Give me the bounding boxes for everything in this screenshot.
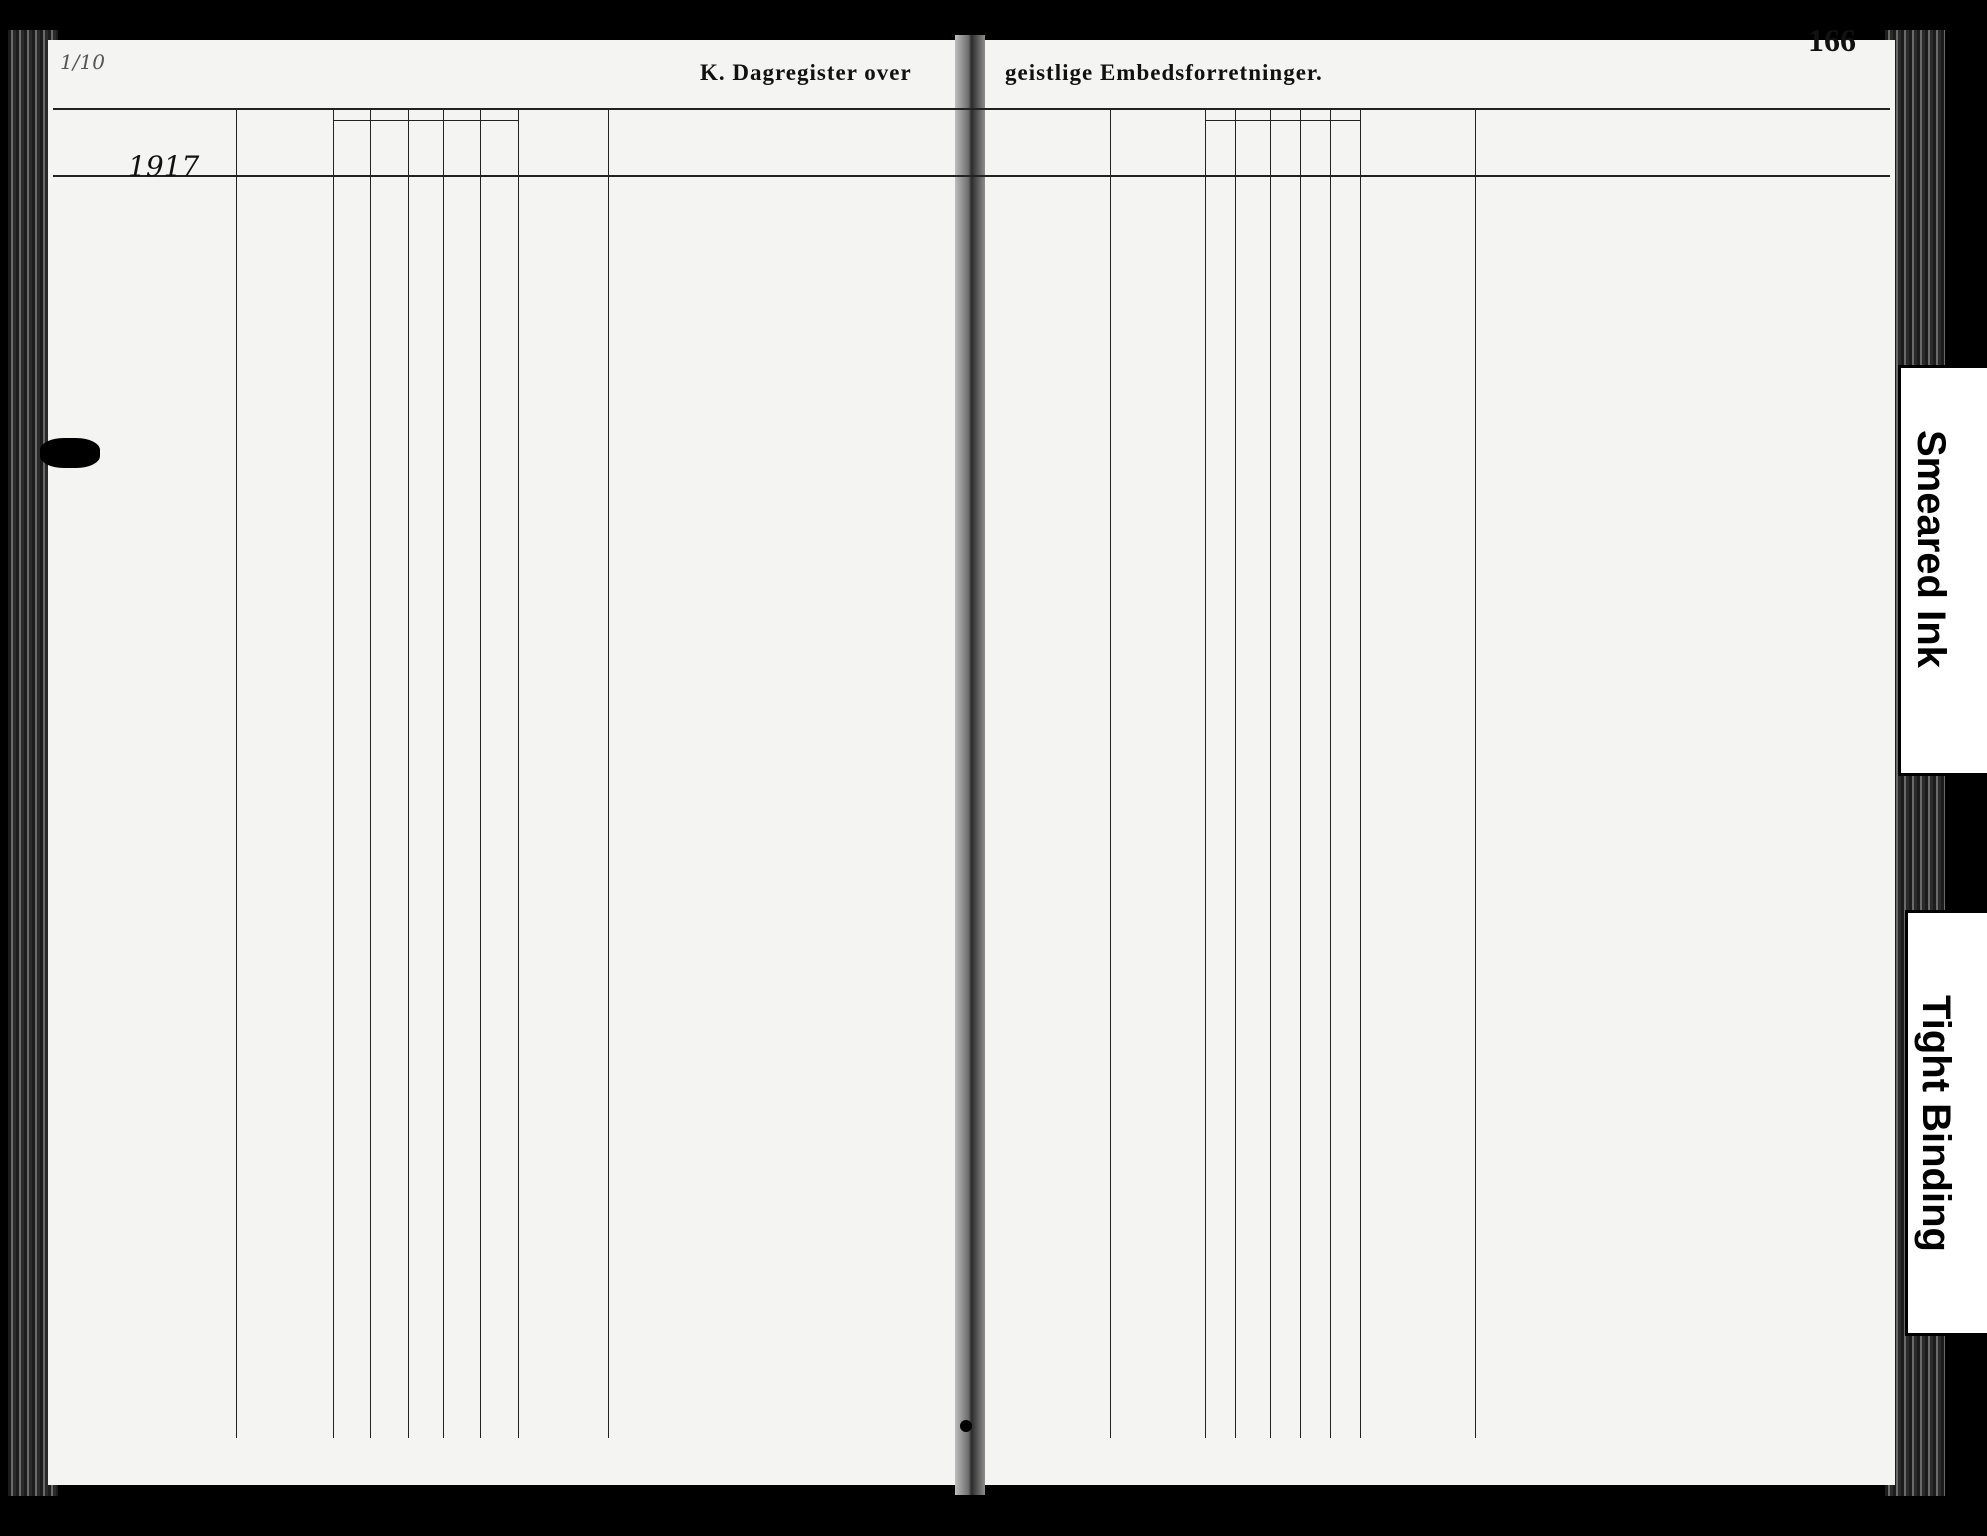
right-header-top-rule — [970, 108, 1890, 110]
right-column-rule — [1475, 108, 1476, 1438]
left-column-rule — [518, 108, 519, 1438]
right-heading: geistlige Embedsforretninger. — [1005, 60, 1323, 85]
left-column-rule — [608, 108, 609, 1438]
left-page — [48, 40, 978, 1485]
left-column-rule — [480, 108, 481, 1438]
right-column-rule — [1235, 108, 1236, 1438]
right-column-rule — [1205, 108, 1206, 1438]
left-antal-rule — [333, 120, 518, 121]
right-column-rule — [1300, 108, 1301, 1438]
right-page — [965, 40, 1895, 1485]
left-heading: K. Dagregister over — [700, 60, 912, 85]
right-column-rule — [1110, 108, 1111, 1438]
left-column-rule — [443, 108, 444, 1438]
right-column-rule — [1270, 108, 1271, 1438]
right-antal-rule — [1205, 120, 1360, 121]
left-column-rule — [236, 108, 237, 1438]
ink-dot — [960, 1420, 972, 1432]
ink-stain — [40, 438, 100, 468]
left-column-rule — [333, 108, 334, 1438]
left-header-top-rule — [53, 108, 973, 110]
book-gutter — [955, 35, 985, 1495]
right-column-rule — [1330, 108, 1331, 1438]
corner-mark: 1/10 — [60, 50, 105, 74]
right-header-bottom-rule — [970, 175, 1890, 177]
right-column-rule — [1360, 108, 1361, 1438]
tight-binding-label: Tight Binding — [1914, 995, 1958, 1252]
left-column-rule — [370, 108, 371, 1438]
page-number: 166 — [1808, 22, 1856, 58]
left-column-rule — [408, 108, 409, 1438]
smeared-ink-label: Smeared Ink — [1909, 430, 1953, 668]
year-entry: 1917 — [128, 150, 200, 183]
